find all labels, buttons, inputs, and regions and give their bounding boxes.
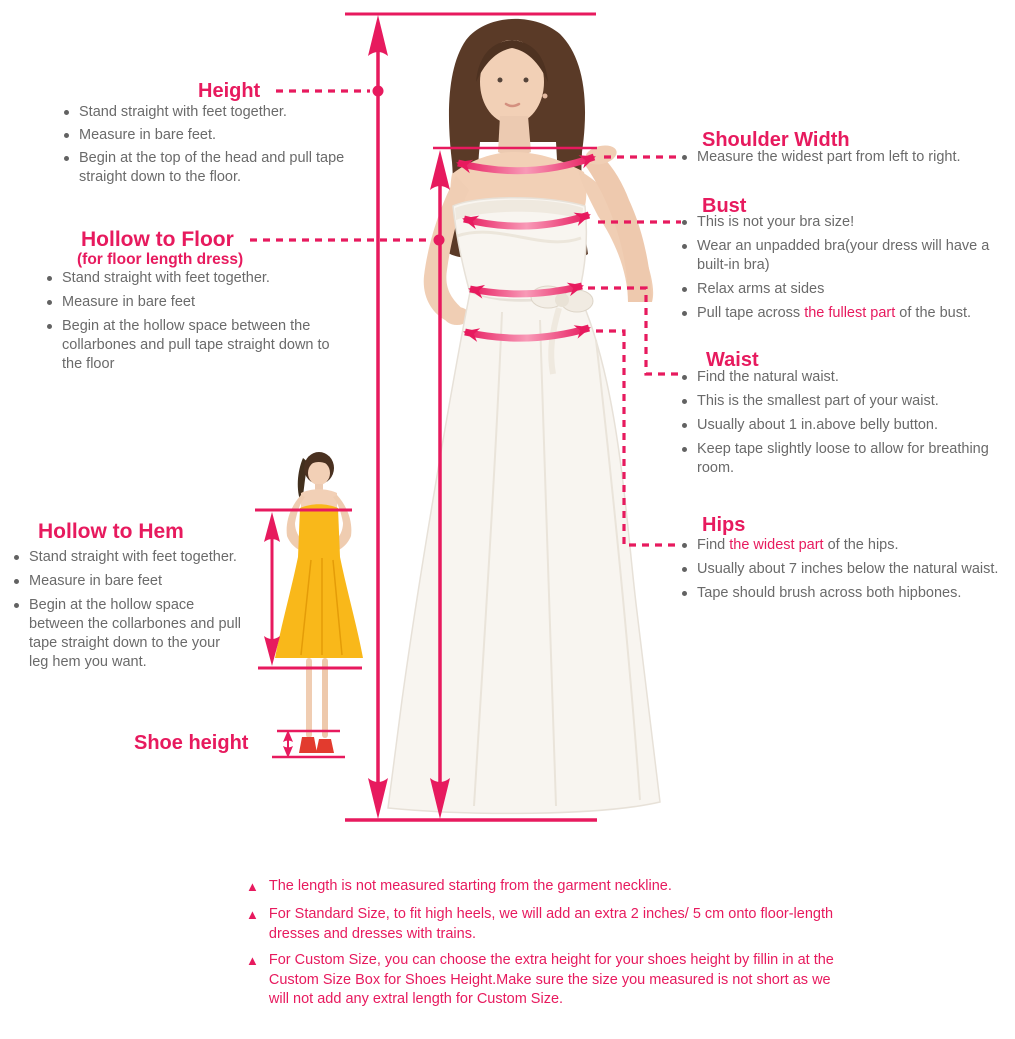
bullet-dot [682, 543, 687, 548]
bullet-dot [47, 324, 52, 329]
list-item: Relax arms at sides [682, 280, 1007, 299]
bullet-dot [64, 110, 69, 115]
bullet-dot [682, 375, 687, 380]
list-item: Measure in bare feet [47, 293, 335, 312]
shoe-height-title: Shoe height [134, 732, 249, 754]
bullet-dot [14, 579, 19, 584]
bullet-dot [14, 603, 19, 608]
hollow-to-hem-title: Hollow to Hem [38, 520, 184, 543]
list-item: Pull tape across the fullest part of the bust. [682, 304, 1007, 323]
list-item: Find the widest part of the hips. [682, 536, 1014, 555]
list-item: Stand straight with feet together. [64, 103, 346, 122]
shoulder-width-section [682, 148, 1012, 167]
hollow-to-floor-subtitle: (for floor length dress) [77, 251, 244, 268]
list-item: This is the smallest part of your waist. [682, 392, 1012, 411]
waist-title: Waist [706, 349, 759, 371]
warning-triangle-icon: ▲ [246, 879, 259, 894]
list-item: Stand straight with feet together. [14, 548, 242, 567]
list-item: Measure in bare feet. [64, 126, 346, 145]
bullet-dot [682, 567, 687, 572]
hollow-to-floor-label-connector [250, 235, 445, 246]
bullet-dot [47, 300, 52, 305]
bullet-dot [682, 155, 687, 160]
list-item: Usually about 7 inches below the natural waist. [682, 560, 1014, 579]
list-item: Find the natural waist. [682, 368, 1012, 387]
list-item: Tape should brush across both hipbones. [682, 584, 1014, 603]
bullet-dot [682, 423, 687, 428]
bullet-dot [682, 311, 687, 316]
list-item: Begin at the hollow space between the collarbones and pull tape straight down to the floor [47, 317, 335, 374]
bullet-dot [682, 287, 687, 292]
bullet-dot [47, 276, 52, 281]
note-text: The length is not measured starting from the garment neckline. [268, 878, 672, 894]
list-item: Begin at the top of the head and pull tape straight down to the floor. [64, 149, 346, 187]
bullet-dot [682, 591, 687, 596]
shoulder-width-title: Shoulder Width [702, 129, 850, 151]
list-item: Wear an unpadded bra(your dress will have a built-in bra) [682, 237, 1007, 275]
hips-title: Hips [702, 514, 746, 536]
list-item: This is not your bra size! [682, 213, 1007, 232]
note-text: For Standard Size, to fit high heels, we will add an extra 2 inches/ 5 cm onto floor-length dresses and dresses with trains. [268, 906, 834, 942]
list-item: Measure the widest part from left to right. [682, 148, 1012, 167]
note-standard-size [246, 905, 846, 944]
waist-section [682, 368, 1012, 478]
bullet-dot [682, 447, 687, 452]
hollow-to-hem-section [14, 548, 242, 672]
list-item: Usually about 1 in.above belly button. [682, 416, 1012, 435]
note-length-neckline [246, 877, 846, 897]
main-model-figure [388, 19, 660, 814]
bullet-dot [14, 555, 19, 560]
highlighted-text: the widest part [729, 537, 824, 553]
bullet-dot [64, 133, 69, 138]
small-model-figure [275, 452, 363, 753]
bullet-dot [682, 399, 687, 404]
list-item: Measure in bare feet [14, 572, 242, 591]
warning-triangle-icon: ▲ [246, 907, 259, 922]
list-item: Stand straight with feet together. [47, 269, 335, 288]
hollow-to-floor-section [47, 269, 335, 374]
bust-section [682, 213, 1007, 323]
height-label-connector [276, 86, 384, 97]
bust-title: Bust [702, 195, 747, 217]
bullet-dot [64, 156, 69, 161]
note-text: For Custom Size, you can choose the extra height for your shoes height by fillin in at the Custom Size Box for Shoes Height.Make sure the size you measured is not short as we will not add any extral length for Custom Size. [268, 952, 834, 1007]
hips-section [682, 536, 1014, 603]
list-item: Keep tape slightly loose to allow for breathing room. [682, 440, 1012, 478]
hollow-to-floor-title: Hollow to Floor [81, 228, 234, 251]
warning-triangle-icon: ▲ [246, 953, 259, 968]
height-section [64, 103, 346, 187]
height-measure-line [368, 15, 388, 819]
height-title: Height [198, 80, 261, 102]
bullet-dot [682, 244, 687, 249]
list-item: Begin at the hollow space between the collarbones and pull tape straight down to the your leg hem you want. [14, 596, 242, 672]
highlighted-text: the fullest part [804, 305, 896, 321]
note-custom-size [246, 951, 846, 1010]
bullet-dot [682, 220, 687, 225]
